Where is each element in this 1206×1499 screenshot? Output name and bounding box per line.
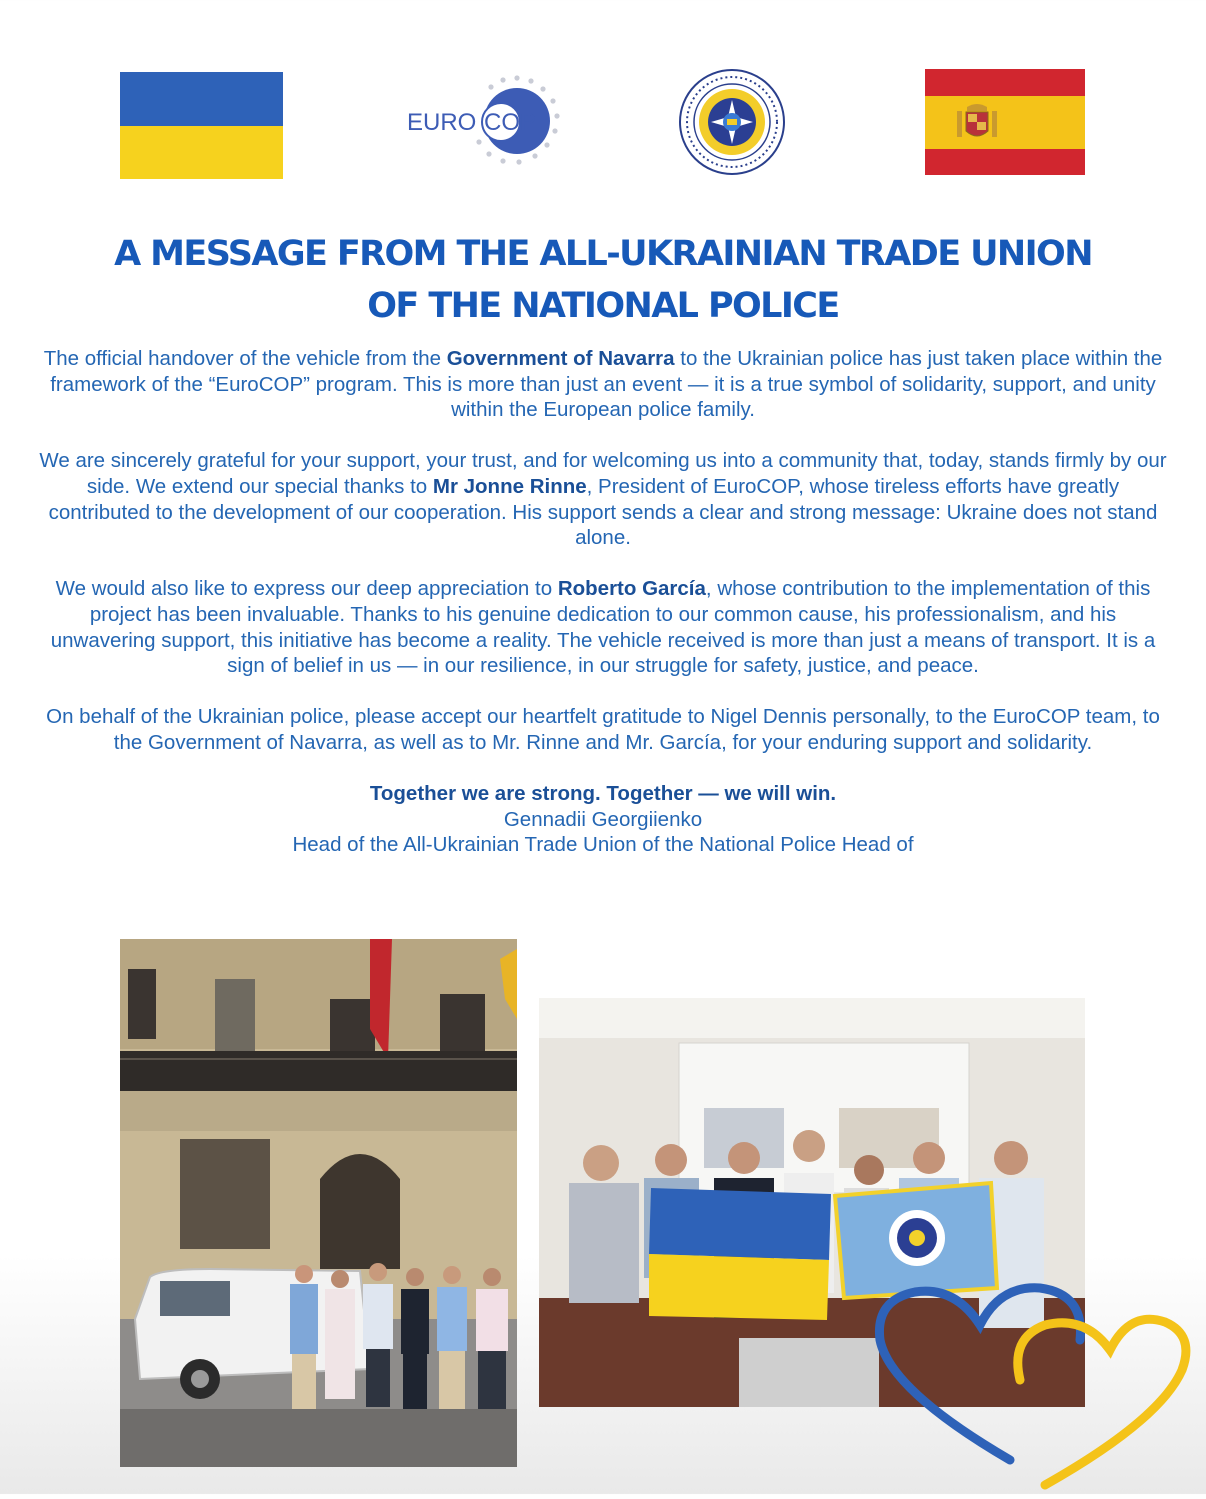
signatory-name: Gennadii Georgiienko xyxy=(503,807,703,831)
closing-block xyxy=(38,781,1168,858)
paragraph-2: We are sincerely grateful for your support, your trust, and for welcoming us into a community that, today, stands firmly by our side. We extend our special thanks to Mr Jonne Rinne, President of EuroCOP, whose tireless efforts have greatly contributed to the development of our cooperation. His support sends a clear and strong message: Ukraine does not stand alone. xyxy=(39,449,1167,550)
eurocop-text-left: EURO xyxy=(407,109,477,136)
message-body xyxy=(38,346,1168,883)
page-title xyxy=(40,228,1166,332)
ukraine-flag-icon xyxy=(120,72,283,179)
photo-van-handover xyxy=(120,939,517,1467)
paragraph-1: The official handover of the vehicle from the Government of Navarra to the Ukrainian police has just taken place within the framework of the “EuroCOP” program. This is more than just an event — it is a true symbol of solidarity, support, and unity within the European police family. xyxy=(43,347,1163,422)
closing-motto: Together we are strong. Together — we will win. xyxy=(369,782,837,806)
eurocop-logo xyxy=(405,74,565,166)
title-line-1: A MESSAGE FROM THE ALL-UKRAINIAN TRADE UNION xyxy=(114,234,1092,274)
signatory-role: Head of the All-Ukrainian Trade Union of the National Police Head of xyxy=(292,833,914,857)
title-line-2: OF THE NATIONAL POLICE xyxy=(367,286,839,326)
paragraph-3: We would also like to express our deep appreciation to Roberto García, whose contribution to the implementation of this project has been invaluable. Thanks to his genuine dedication to our common cause, his professionalism, and his unwavering support, this initiative has become a reality. The vehicle received is more than just a means of transport. It is a sign of belief in us — in our resilience, in our struggle for safety, justice, and peace. xyxy=(50,577,1156,678)
heart-outline-icon xyxy=(870,1280,1206,1494)
paragraph-4: On behalf of the Ukrainian police, please accept our heartfelt gratitude to Nigel Dennis personally, to the EuroCOP team, to the Government of Navarra, as well as to Mr. Rinne and Mr. García, for your enduring support and solidarity. xyxy=(46,705,1160,754)
spain-flag-icon xyxy=(925,69,1085,175)
trade-union-seal xyxy=(674,69,790,175)
eurocop-text-right: COP xyxy=(484,109,537,136)
spain-coat-of-arms-icon xyxy=(955,103,999,143)
